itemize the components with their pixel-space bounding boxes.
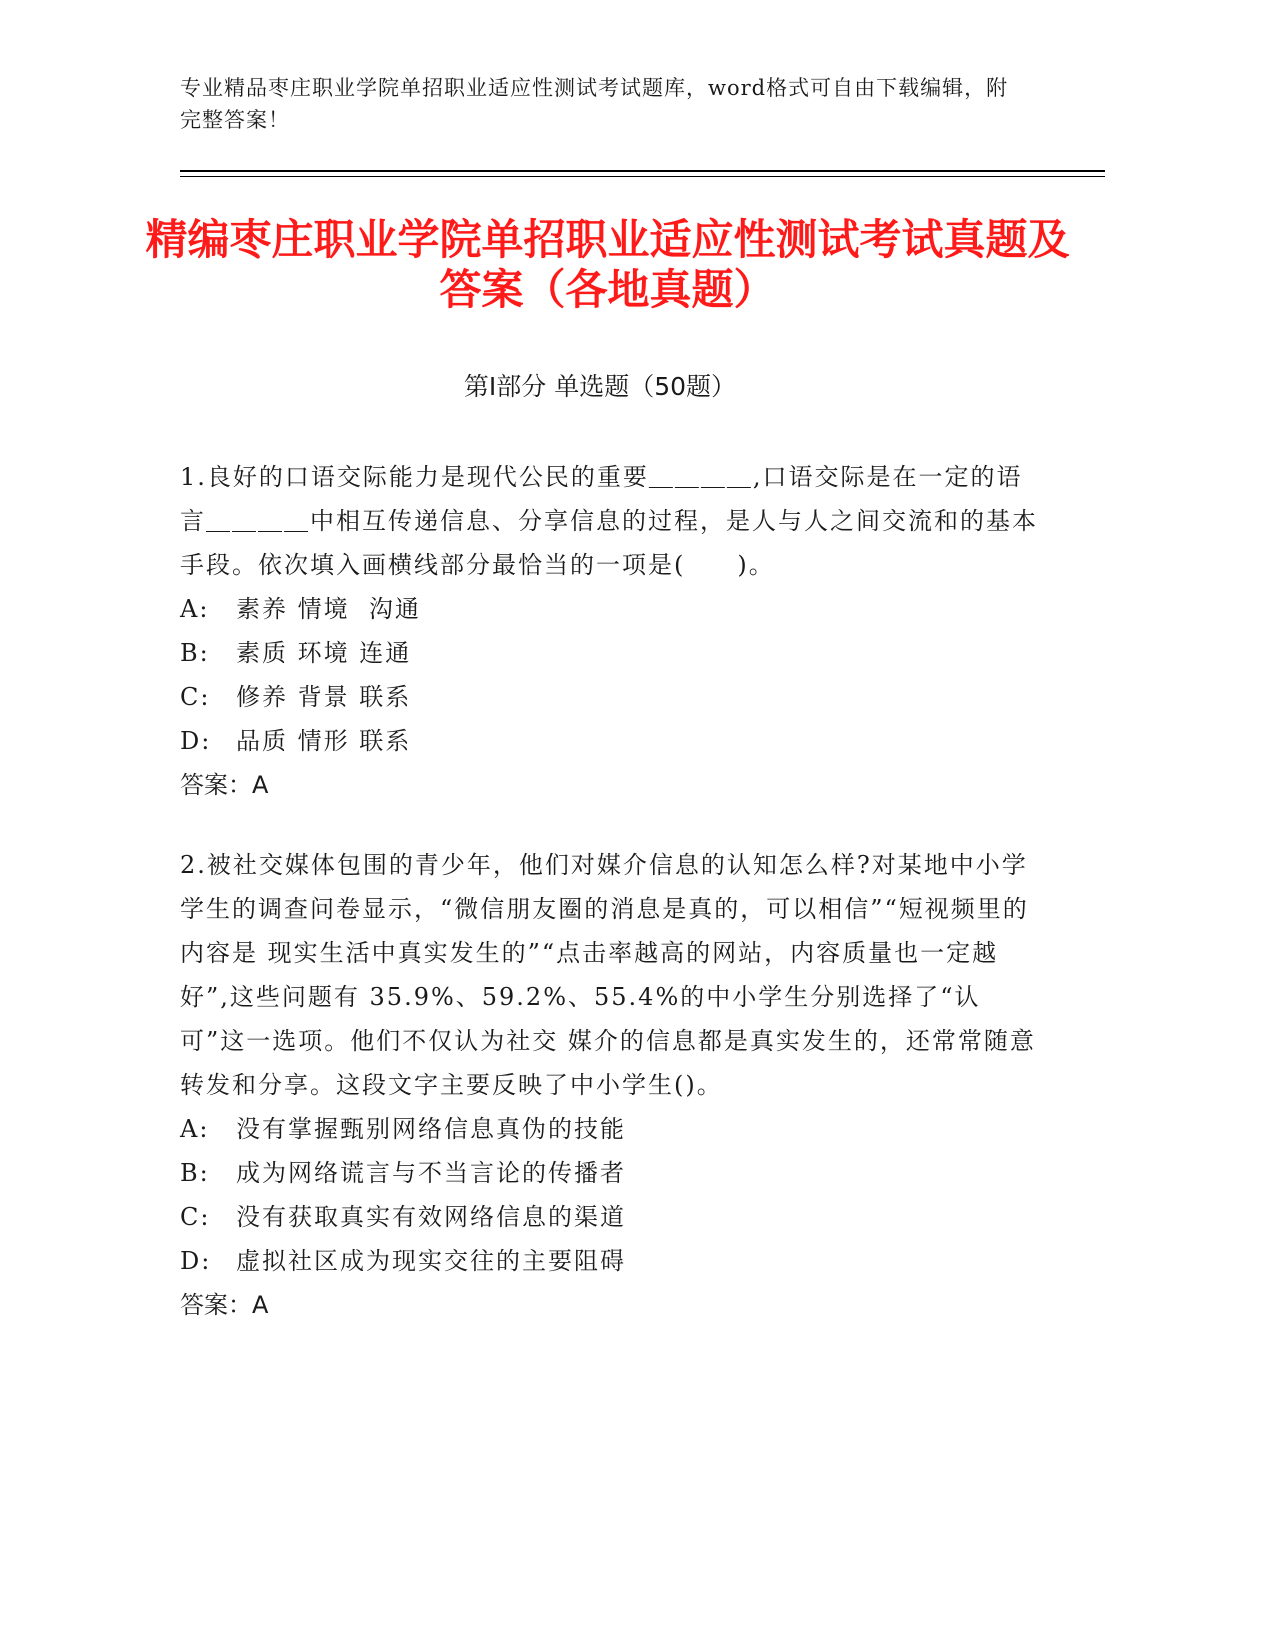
header-rule-thin [180,176,1105,177]
option-letter: A: [180,1115,210,1143]
question-stem: 2.被社交媒体包围的青少年，他们对媒介信息的认知怎么样?对某地中小学 学生的调查问卷显示，“微信朋友圈的消息是真的，可以相信”“短视频里的内容是 现实生活中真实发生的”“点击率越高的网站，内容质量也一定越好”,这些问题有 35.9%、59.2%、55.4%的中小学生分别选择了“认可”这一选项。他们不仅认为社交 媒介的信息都是真实发生的，还常常随意转发和分享。这段文字主要反映了中小学生()。 [180,851,1036,1099]
question-1 [180,455,1040,807]
question-2 [180,843,1040,1327]
option-text: 成为网络谎言与不当言论的传播者 [236,1159,626,1187]
section-heading: 第Ⅰ部分 单选题（50题） [463,372,737,401]
option-letter: B: [180,639,210,667]
option-a [180,587,1040,631]
answer-line: 答案：A [180,771,269,799]
option-b [180,631,1040,675]
option-d [180,1239,1040,1283]
option-text: 虚拟社区成为现实交往的主要阻碍 [236,1247,626,1275]
option-text: 素质 环境 连通 [236,639,412,667]
option-text: 修养 背景 联系 [236,683,412,711]
option-letter: D: [180,1247,212,1275]
option-text: 没有掌握甄别网络信息真伪的技能 [236,1115,626,1143]
option-letter: D: [180,727,212,755]
option-d [180,719,1040,763]
header-rule-thick [180,170,1105,172]
option-letter: A: [180,595,210,623]
option-letter: C: [180,683,211,711]
option-c [180,675,1040,719]
document-title: 精编枣庄职业学院单招职业适应性测试考试真题及答案（各地真题） [145,215,1070,314]
option-a [180,1107,1040,1151]
option-text: 素养 情境 沟通 [236,595,421,623]
answer-line: 答案：A [180,1291,269,1319]
option-letter: B: [180,1159,210,1187]
option-c [180,1195,1040,1239]
option-letter: C: [180,1203,211,1231]
question-stem: 1.良好的口语交际能力是现代公民的重要＿＿＿＿,口语交际是在一定的语言＿＿＿＿中相互传递信息、分享信息的过程，是人与人之间交流和的基本手段。依次填入画横线部分最恰当的一项是( )。 [180,463,1038,579]
option-b [180,1151,1040,1195]
header-note: 专业精品枣庄职业学院单招职业适应性测试考试题库，word格式可自由下载编辑，附完整答案！ [180,76,1009,132]
option-text: 没有获取真实有效网络信息的渠道 [236,1203,626,1231]
option-text: 品质 情形 联系 [236,727,412,755]
